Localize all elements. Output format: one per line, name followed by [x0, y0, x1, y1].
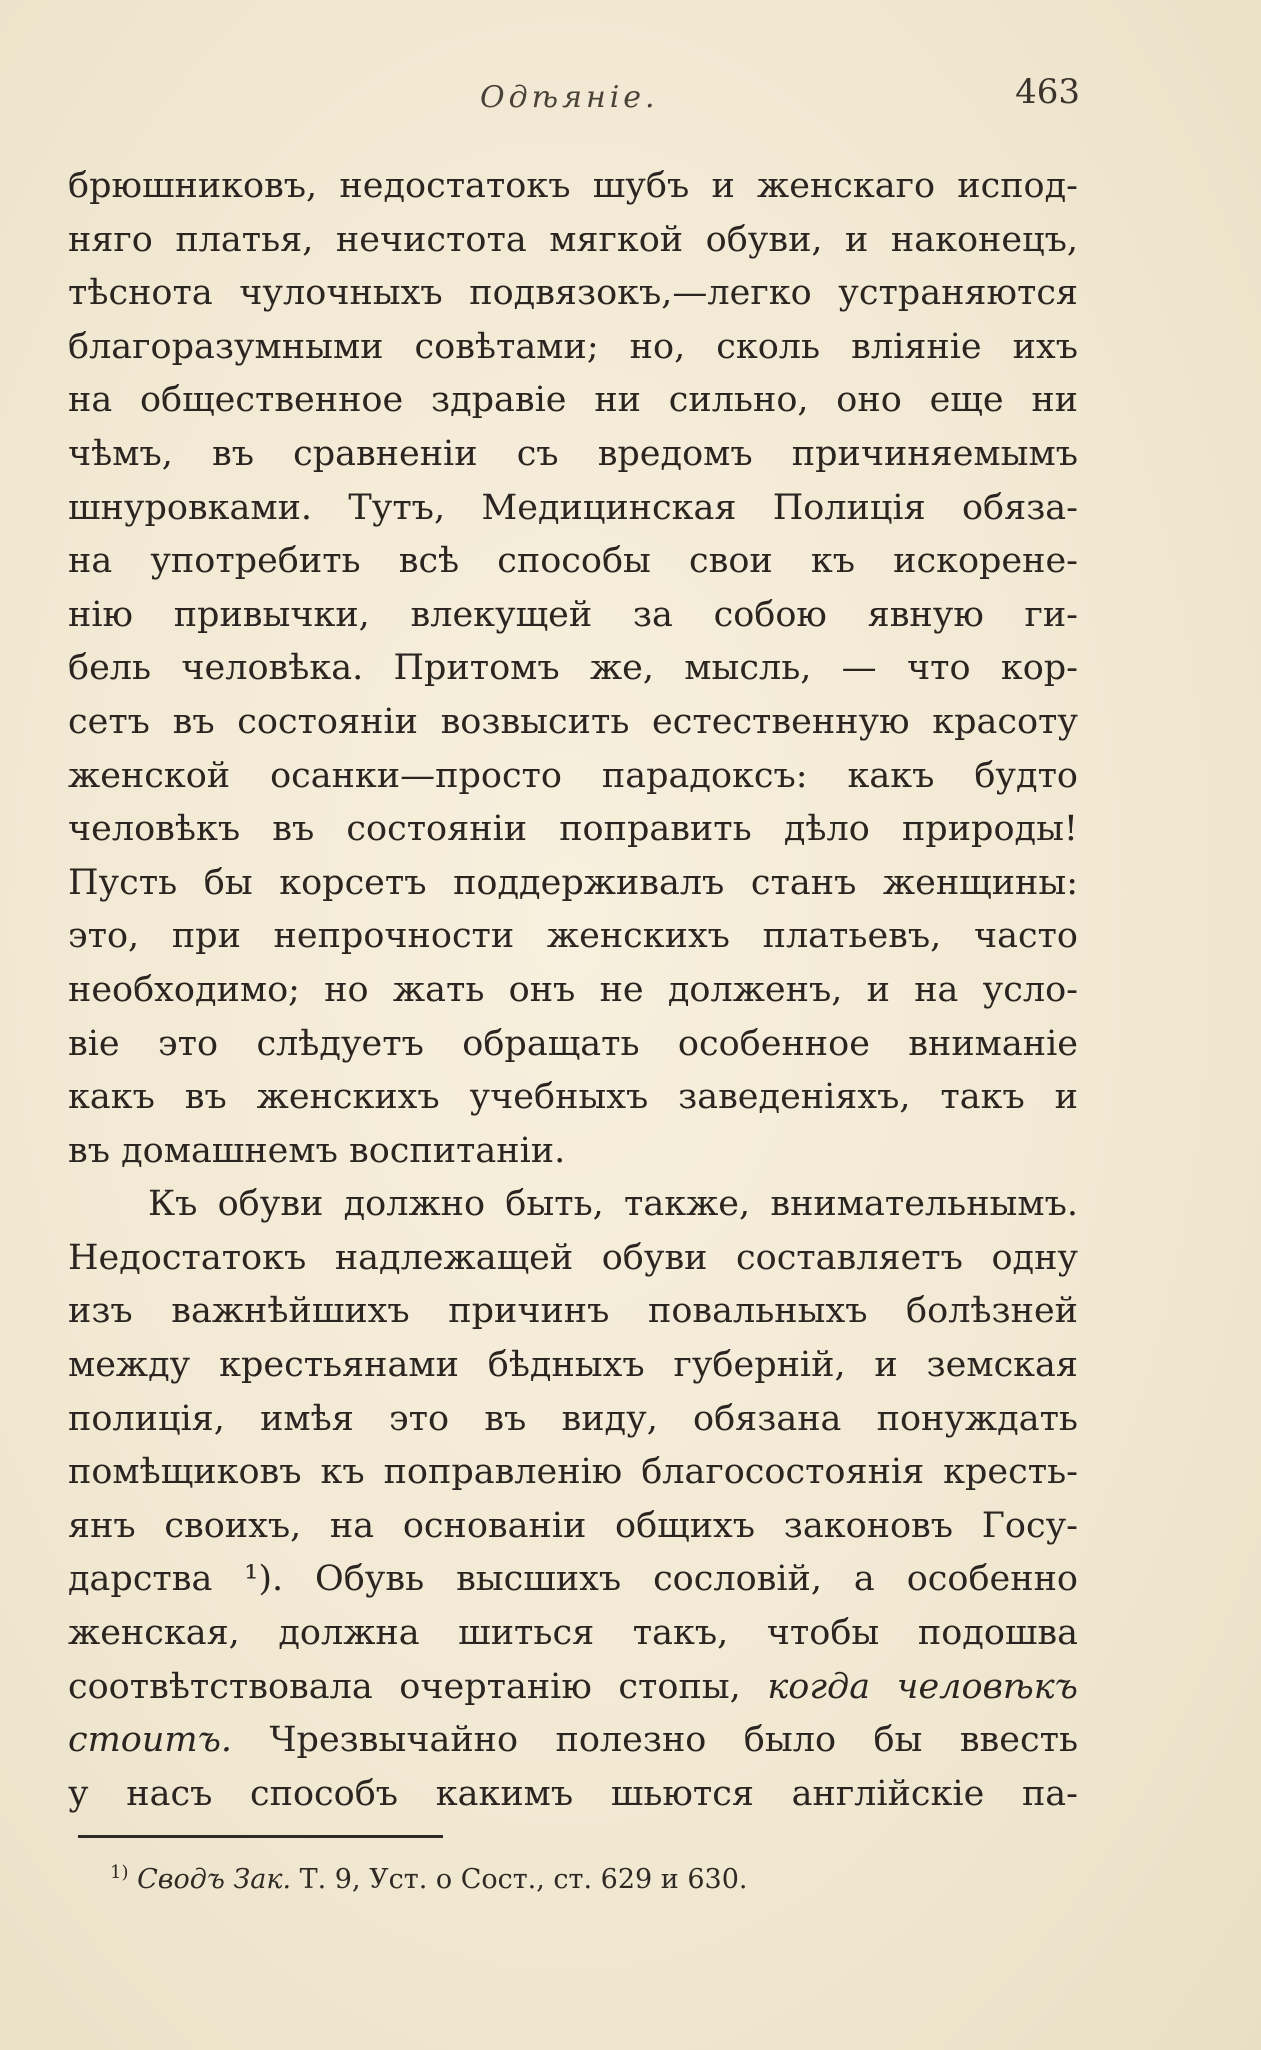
text-line: віе это слѣдуетъ обращать особенное вниманіе: [68, 1023, 1078, 1064]
text-line: изъ важнѣйшихъ причинъ повальныхъ болѣзней: [68, 1291, 1078, 1332]
text-line: тѣснота чулочныхъ подвязокъ,—легко устраняются: [68, 273, 1078, 314]
text-run: Чрезвычайно полезно было бы ввесть: [232, 1720, 1078, 1761]
page-number: 463: [1015, 72, 1080, 112]
text-line: женской осанки—просто парадоксъ: какъ будто: [68, 755, 1078, 796]
footnote-rule: [78, 1835, 443, 1838]
text-line: человѣкъ въ состояніи поправить дѣло природы!: [68, 809, 1078, 850]
text-line: няго платья, нечистота мягкой обуви, и наконецъ,: [68, 219, 1078, 260]
text-line-with-italic: [68, 1661, 1078, 1715]
text-line: женская, должна шиться такъ, чтобы подошва: [68, 1613, 1078, 1654]
text-run: соотвѣтствовала очертанію стопы,: [68, 1666, 768, 1707]
footnote-source: Сводъ Зак.: [137, 1864, 292, 1895]
text-line: благоразумными совѣтами; но, сколь вліяніе ихъ: [68, 326, 1078, 367]
footnote: [110, 1862, 747, 1895]
text-line-with-italic: [68, 1714, 1078, 1768]
paragraph-1: [68, 160, 1078, 1178]
text-line: помѣщиковъ къ поправленію благосостоянія кресть-: [68, 1452, 1078, 1493]
text-line: янъ своихъ, на основаніи общихъ законовъ Госу-: [68, 1505, 1078, 1546]
text-line: нію привычки, влекущей за собою явную ги-: [68, 594, 1078, 635]
text-line: на общественное здравіе ни сильно, оно еще ни: [68, 380, 1078, 421]
text-line: полиція, имѣя это въ виду, обязана понуждать: [68, 1398, 1078, 1439]
text-line: у насъ способъ какимъ шьются англійскіе па-: [68, 1773, 1078, 1814]
text-line: на употребить всѣ способы свои къ искорене-: [68, 541, 1078, 582]
body-text: [68, 160, 1078, 1821]
text-line: это, при непрочности женскихъ платьевъ, часто: [68, 916, 1078, 957]
text-line: дарства ¹). Обувь высшихъ сословій, а особенно: [68, 1559, 1078, 1600]
text-line: Пусть бы корсетъ поддерживалъ станъ женщины:: [68, 862, 1078, 903]
text-line: необходимо; но жать онъ не долженъ, и на усло-: [68, 969, 1078, 1010]
text-line: въ домашнемъ воспитаніи.: [68, 1130, 566, 1171]
text-line: брюшниковъ, недостатокъ шубъ и женскаго испод-: [68, 166, 1078, 206]
footnote-marker: 1): [110, 1862, 129, 1883]
text-line: какъ въ женскихъ учебныхъ заведеніяхъ, такъ и: [68, 1077, 1078, 1118]
text-line: Недостатокъ надлежащей обуви составляетъ одну: [68, 1237, 1078, 1278]
text-line: шнуровками. Тутъ, Медицинская Полиція обяза-: [68, 487, 1078, 528]
text-line: бель человѣка. Притомъ же, мысль, — что кор-: [68, 648, 1078, 689]
italic-phrase: стоитъ.: [68, 1720, 233, 1761]
text-line: чѣмъ, въ сравненіи съ вредомъ причиняемымъ: [68, 433, 1078, 474]
text-line: сетъ въ состояніи возвысить естественную красоту: [68, 701, 1078, 742]
italic-phrase: когда человѣкъ: [767, 1666, 1078, 1707]
footnote-text: Т. 9, Уст. о Сост., ст. 629 и 630.: [291, 1864, 748, 1895]
paragraph-2: [68, 1178, 1078, 1821]
text-line: Къ обуви должно быть, также, внимательнымъ.: [148, 1184, 1078, 1225]
text-line: между крестьянами бѣдныхъ губерній, и земская: [68, 1345, 1078, 1386]
running-head: Одѣяніе.: [480, 80, 659, 115]
page-header: [60, 72, 1080, 122]
